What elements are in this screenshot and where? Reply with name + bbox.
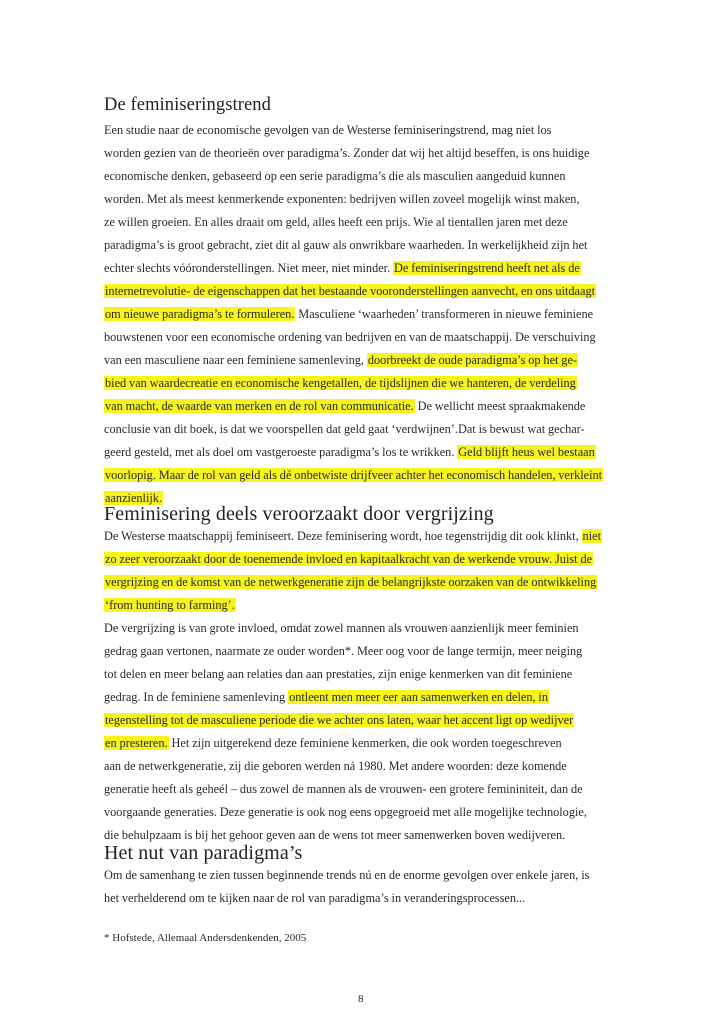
text-line [104, 326, 644, 349]
text-line [104, 441, 644, 464]
highlighted-text: en presteren. [105, 736, 168, 750]
body-text: economische denken, gebaseerd op een serie paradigma’s die als masculien aangeduid kunnen [104, 169, 566, 183]
body-text: die behulpzaam is bij het gehoor geven aan de wens tot meer samenwerken boven wedijveren. [104, 828, 566, 842]
body-text: Om de samenhang te zien tussen beginnende trends nú en de enorme gevolgen over enkele jaren, is [104, 868, 590, 882]
text-line [104, 864, 644, 887]
text-line [104, 755, 644, 778]
text-line [104, 188, 644, 211]
highlighted-text: Geld blijft heus wel bestaan [458, 445, 595, 459]
highlighted-text: internetrevolutie- de eigenschappen dat het bestaande vooronderstellingen aanvecht, en ons uitdaagt [105, 284, 596, 298]
highlighted-text: bied van waardecreatie en economische kengetallen, de tijdslijnen die we hanteren, de verdeling [105, 376, 576, 390]
text-line [104, 548, 644, 571]
highlighted-text: aanzienlijk. [105, 491, 163, 505]
highlighted-text: tegenstelling tot de masculiene periode die we achter ons laten, waar het accent ligt op wedijver [105, 713, 574, 727]
section-heading: Het nut van paradigma’s [104, 842, 303, 864]
text-line [104, 663, 644, 686]
body-text: De Westerse maatschappij feminiseert. Deze feminisering wordt, hoe tegenstrijdig dit ook klinkt, [104, 529, 582, 543]
text-line [104, 349, 644, 372]
text-line [104, 887, 644, 910]
body-text: paradigma’s is groot gebracht, ziet dit al gauw als onwrikbare waarheden. In werkelijkheid zijn het [104, 238, 588, 252]
text-line [104, 617, 644, 640]
text-line [104, 732, 644, 755]
section-paragraph [104, 119, 644, 510]
text-line [104, 395, 644, 418]
body-text: geerd gesteld, met als doel om vastgeroeste paradigma’s los te wrikken. [104, 445, 458, 459]
text-line [104, 372, 644, 395]
body-text: De vergrijzing is van grote invloed, omdat zowel mannen als vrouwen aanzienlijk meer feminien [104, 621, 579, 635]
page-number: 8 [358, 993, 364, 1005]
section-feminiseringstrend [104, 94, 644, 510]
text-line [104, 778, 644, 801]
highlighted-text: De feminiseringstrend heeft net als de [394, 261, 580, 275]
body-text: aan de netwerkgeneratie, zij die geboren werden ná 1980. Met andere woorden: deze komende [104, 759, 567, 773]
footnote: * Hofstede, Allemaal Andersdenkenden, 2005 [104, 932, 307, 944]
body-text: De wellicht meest spraakmakende [414, 399, 586, 413]
text-line [104, 303, 644, 326]
body-text: Het zijn uitgerekend deze feminiene kenmerken, die ook worden toegeschreven [168, 736, 562, 750]
body-text: conclusie van dit boek, is dat we voorspellen dat geld gaat ‘verdwijnen’.Dat is bewust wat gechar- [104, 422, 585, 436]
text-line [104, 801, 644, 824]
body-text: worden gezien van de theorieën over paradigma’s. Zonder dat wij het altijd beseffen, is ons huidige [104, 146, 590, 160]
section-paradigmas [104, 842, 644, 910]
text-line [104, 640, 644, 663]
highlighted-text: niet [582, 529, 601, 543]
body-text: bouwstenen voor een economische ordening van bedrijven en van de maatschappij. De verschuiving [104, 330, 596, 344]
body-text: Een studie naar de economische gevolgen van de Westerse feminiseringstrend, mag niet los [104, 123, 552, 137]
text-line [104, 418, 644, 441]
body-text: worden. Met als meest kenmerkende exponenten: bedrijven willen zoveel mogelijk winst maken, [104, 192, 580, 206]
text-line [104, 280, 644, 303]
text-line [104, 234, 644, 257]
highlighted-text: om nieuwe paradigma’s te formuleren. [105, 307, 295, 321]
text-line [104, 464, 644, 487]
body-text: generatie heeft als geheél – dus zowel de mannen als de vrouwen- een grotere femininiteit, dan de [104, 782, 583, 796]
section-heading: De feminiseringstrend [104, 95, 272, 115]
text-line [104, 686, 644, 709]
body-text: tot delen en meer belang aan relaties dan aan prestaties, zijn enige kenmerken van dit feminiene [104, 667, 573, 681]
text-line [104, 165, 644, 188]
body-text: van een masculiene naar een feminiene samenleving, [104, 353, 367, 367]
text-line [104, 709, 644, 732]
body-text: gedrag. In de feminiene samenleving [104, 690, 289, 704]
highlighted-text: voorlopig. Maar de rol van geld als dé onbetwiste drijfveer achter het economisch handelen, verkleint [105, 468, 603, 482]
section-paragraph [104, 525, 644, 847]
body-text: gedrag gaan vertonen, naarmate ze ouder worden*. Meer oog voor de lange termijn, meer neiging [104, 644, 583, 658]
body-text: voorgaande generaties. Deze generatie is ook nog eens opgegroeid met alle mogelijke technologie, [104, 805, 587, 819]
text-line [104, 594, 644, 617]
highlighted-text: vergrijzing en de komst van de netwerkgeneratie zijn de belangrijkste oorzaken van de ontwikkeling [105, 575, 597, 589]
body-text: ze willen groeien. En alles draait om geld, alles heeft een prijs. Wie al tientallen jaren met deze [104, 215, 568, 229]
highlighted-text: doorbreekt de oude paradigma’s op het ge- [367, 353, 578, 367]
text-line [104, 257, 644, 280]
section-paragraph [104, 864, 644, 910]
body-text: echter slechts vóóronderstellingen. Niet meer, niet minder. [104, 261, 394, 275]
highlighted-text: van macht, de waarde van merken en de rol van communicatie. [105, 399, 414, 413]
body-text: het verhelderend om te kijken naar de rol van paradigma’s in veranderingsprocessen... [104, 891, 526, 905]
body-text: Masculiene ‘waarheden’ transformeren in nieuwe feminiene [295, 307, 594, 321]
section-heading: Feminisering deels veroorzaakt door vergrijzing [104, 503, 494, 525]
text-line [104, 211, 644, 234]
highlighted-text: ontleent men meer eer aan samenwerken en delen, in [289, 690, 548, 704]
text-line [104, 571, 644, 594]
text-line [104, 142, 644, 165]
section-vergrijzing [104, 503, 644, 847]
highlighted-text: zo zeer veroorzaakt door de toenemende invloed en kapitaalkracht van de werkende vrouw. Juist de [105, 552, 593, 566]
text-line [104, 119, 644, 142]
highlighted-text: ‘from hunting to farming’. [105, 598, 235, 612]
text-line [104, 525, 644, 548]
